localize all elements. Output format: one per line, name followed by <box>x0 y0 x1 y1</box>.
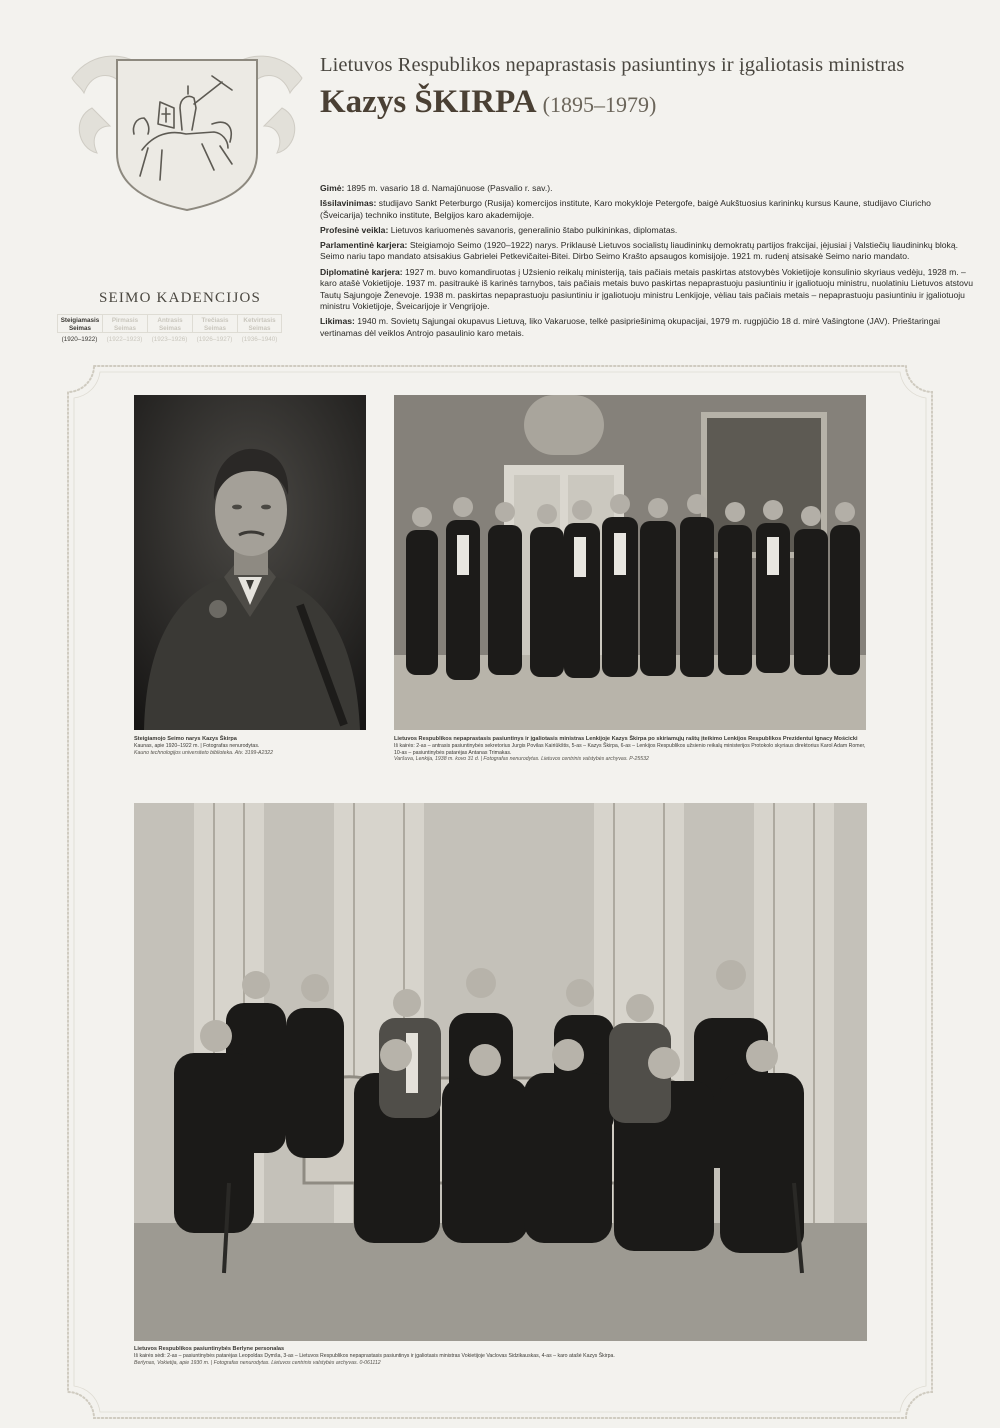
page-subtitle: Lietuvos Respublikos nepaprastasis pasiuntinys ir įgaliotasis ministras <box>320 54 905 76</box>
portrait-caption: Steigiamojo Seimo narys Kazys Škirpa Kaunas, apie 1920–1922 m. | Fotografas nenurodytas. Kauno technologijos universiteto biblioteka. Atv. 3199-A2322 <box>134 736 273 756</box>
credentials-group-photo <box>394 395 866 730</box>
bio-parliamentary-career: Parlamentinė karjera: Steigiamojo Seimo (1920–1922) narys. Priklausė Lietuvos socialistų liaudininkų demokratų partijos frakcijai, įėjusiai į Valstiečių liaudininkų bloką. Seimo nariu tapo mandato atsisakius Gabrielei Petkevičaitei-Bitei. Dirbo Seimo Krašto apsaugos komisijoje. 1921 m. rudenį atsisakė Seimo nario mandato. <box>320 239 959 262</box>
berlin-legation-caption: Lietuvos Respublikos pasiuntinybės Berlyne personalas Iš kairės sėdi: 2-as – pasiuntinybės patarėjas Leopoldas Dymša, 3-as – Lietuvos Respublikos nepaprastasis pasiuntinys ir įgaliotasis ministras Vokietijoje Vaclovas Sidzikauskas, 4-as – karo atašė Kazys Škirpa. Berlynas, Vokietija, apie 1930 m. | Fotografas nenurodytas. Lietuvos centrinis valstybės archyvas. 0-061112 <box>134 1346 615 1366</box>
bio-education: Išsilavinimas: studijavo Sankt Peterburgo (Rusija) komercijos institute, Karo mokykloje Petergofe, baigė Aukštuosius karininkų kursus Kaune, studijavo Ciuricho (Šveicarija) techniko institute, Belgijos karo akademijoje. <box>320 198 931 220</box>
bio-fate: Likimas: 1940 m. Sovietų Sąjungai okupavus Lietuvą, liko Vakaruose, telkė pasipriešinimą okupacijai, 1979 m. rugpjūčio 18 d. mirė Vašingtone (JAV). Prieštaringai vertinamas dėl veiklos Antrojo pasaulinio karo metais. <box>320 316 941 339</box>
coat-of-arms-vytis-icon <box>62 38 312 216</box>
terms-heading: SEIMO KADENCIJOS <box>98 290 262 306</box>
term-ketvirtasis: Ketvirtasis Seimas (1936–1940) <box>237 314 282 343</box>
term-treciasis: Trečiasis Seimas (1926–1927) <box>192 314 237 343</box>
term-antrasis: Antrasis Seimas (1923–1926) <box>147 314 192 343</box>
credentials-caption: Lietuvos Respublikos nepaprastasis pasiuntinys ir įgaliotasis ministras Lenkijoje Kazys Škirpa po skiriamųjų raštų įteikimo Lenkijos Respublikos Prezidentui Ignacy Mościcki Iš kairės: 2-as – antrasis pasiuntinybės sekretorius Jurgis Povilas Kairiūkštis, 5-as – Kazys Škirpa, 6-as – Lenkijos Respublikos užsienio reikalų ministerijos Protokolo skyriaus direktorius Karol Adam Romer, 10-as – pasiuntinybės patarėjas Antanas Trimakas. Varšuva, Lenkija, 1938 m. kovo 31 d. | Fotografas nenurodytas. Lietuvos centrinis valstybės archyvas. P-25532 <box>394 736 866 763</box>
biography <box>320 183 976 343</box>
terms-table <box>57 314 283 343</box>
page-title <box>320 84 656 121</box>
person-years: (1895–1979) <box>542 92 657 117</box>
term-pirmasis: Pirmasis Seimas (1922–1923) <box>102 314 147 343</box>
berlin-legation-photo <box>134 803 867 1341</box>
bio-diplomatic-career: Diplomatinė karjera: 1927 m. buvo komandiruotas į Užsienio reikalų ministeriją, tais pačiais metais paskirtas atstovybės Vokietijoje konsulinio skyriaus vedėju, 1928 m. – karo atašė Vokietijoje. 1937 m. pasitraukė iš karinės tarnybos, tais pačiais metais buvo paskirtas nepaprastuoju pasiuntiniu ir įgaliotuoju ministru, nuolatiniu Lietuvos atstovu Tautų Sąjungoje Ženevoje. 1938 m. paskirtas nepaprastuoju pasiuntiniu ir įgaliotuoju ministru Lenkijoje, vėliau tais pačiais metais – nepaprastuoju pasiuntiniu ir įgaliotuoju ministru Vokietijoje, Šveicarijoje ir Vengrijoje. <box>320 266 974 312</box>
bio-profession: Profesinė veikla: Lietuvos kariuomenės savanoris, generalinio štabo pulkininkas, diplomatas. <box>320 224 678 235</box>
bio-birth: Gimė: 1895 m. vasario 18 d. Namajūnuose (Pasvalio r. sav.). <box>320 183 553 193</box>
portrait-photo <box>134 395 366 730</box>
person-name: Kazys ŠKIRPA <box>320 84 537 120</box>
term-steigiamasis: Steigiamasis Seimas (1920–1922) <box>57 314 102 343</box>
